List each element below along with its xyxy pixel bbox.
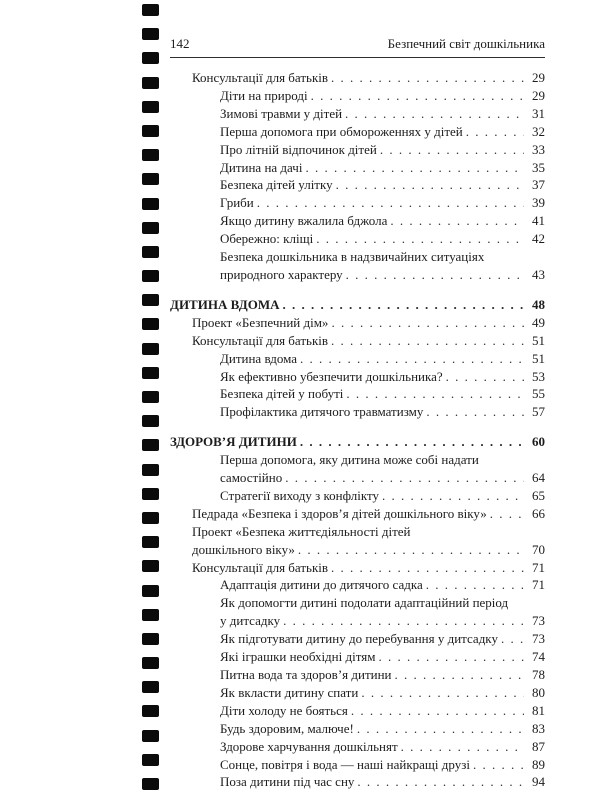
toc-row [170, 123, 545, 141]
toc-dot-leader [490, 505, 524, 523]
toc-dot-leader [331, 559, 524, 577]
binding-hole [142, 488, 159, 500]
toc-dot-leader [300, 433, 524, 451]
toc-page-number: 73 [532, 631, 545, 647]
toc-entry-text: Гриби [220, 195, 254, 211]
toc-dot-leader [298, 541, 524, 559]
toc-row [170, 720, 545, 738]
binding-hole [142, 367, 159, 379]
toc-row [170, 368, 545, 386]
toc-page-number: 65 [532, 487, 545, 503]
toc-entry-text: Якщо дитину вжалила бджола [220, 213, 388, 229]
toc-row [170, 403, 545, 421]
binding-hole [142, 343, 159, 355]
toc-entry-text: природного характеру [220, 266, 343, 282]
toc-row [170, 523, 545, 541]
binding-hole [142, 585, 159, 597]
toc-entry-text: Перша допомога, яку дитина може собі надати [220, 452, 479, 468]
binding-hole [142, 101, 159, 113]
toc-row [170, 738, 545, 756]
toc-row [170, 576, 545, 594]
toc-dot-leader [390, 212, 524, 230]
table-of-contents [170, 69, 545, 791]
toc-entry-text: Будь здоровим, малюче! [220, 720, 354, 736]
toc-entry-text: Як підготувати дитину до перебування у дитсадку [220, 631, 498, 647]
binding-hole [142, 536, 159, 548]
binding-hole [142, 705, 159, 717]
toc-entry-text: Діти холоду не бояться [220, 702, 348, 718]
binding-hole [142, 246, 159, 258]
toc-page-number: 71 [532, 577, 545, 593]
toc-row [170, 630, 545, 648]
toc-row [170, 141, 545, 159]
binding-hole [142, 730, 159, 742]
toc-dot-leader [401, 738, 524, 756]
toc-row [170, 230, 545, 248]
page-number: 142 [170, 36, 190, 51]
binding-hole [142, 173, 159, 185]
toc-entry-text: Поза дитини під час сну [220, 774, 355, 790]
toc-dot-leader [283, 612, 524, 630]
toc-entry-text: самостійно [220, 470, 283, 486]
toc-entry-text: Безпека дітей у побуті [220, 386, 344, 402]
binding-hole [142, 391, 159, 403]
binding-hole [142, 52, 159, 64]
toc-dot-leader [305, 159, 524, 177]
toc-entry-text: Діти на природі [220, 87, 308, 103]
toc-row [170, 666, 545, 684]
binding-hole [142, 77, 159, 89]
toc-entry-text: ЗДОРОВ’Я ДИТИНИ [170, 434, 297, 450]
toc-row [170, 559, 545, 577]
toc-row [170, 702, 545, 720]
toc-page-number: 83 [532, 720, 545, 736]
toc-row [170, 194, 545, 212]
toc-dot-leader [426, 403, 524, 421]
toc-dot-leader [346, 266, 524, 284]
toc-row [170, 176, 545, 194]
toc-entry-text: Педрада «Безпека і здоров’я дітей дошкільного віку» [192, 505, 487, 521]
binding-hole [142, 778, 159, 790]
toc-page-number: 48 [532, 296, 545, 312]
toc-entry-text: Безпека дошкільника в надзвичайних ситуаціях [220, 249, 485, 265]
toc-row [170, 266, 545, 284]
toc-dot-leader [382, 487, 524, 505]
binding-hole [142, 125, 159, 137]
binding-hole [142, 222, 159, 234]
toc-page-number: 49 [532, 314, 545, 330]
toc-entry-text: Здорове харчування дошкільнят [220, 738, 398, 754]
binding-hole [142, 512, 159, 524]
toc-entry-text: Як вкласти дитину спати [220, 684, 359, 700]
toc-row [170, 332, 545, 350]
toc-page-number: 81 [532, 702, 545, 718]
toc-dot-leader [331, 69, 524, 87]
toc-entry-text: у дитсадку [220, 613, 281, 629]
toc-page-number: 94 [532, 774, 545, 790]
toc-row [170, 385, 545, 403]
toc-dot-leader [346, 385, 524, 403]
toc-entry-text: Дитина вдома [220, 350, 298, 366]
toc-page-number: 80 [532, 684, 545, 700]
toc-dot-leader [501, 630, 524, 648]
page-header [170, 36, 545, 52]
toc-entry-text: Зимові травми у дітей [220, 105, 343, 121]
binding-hole [142, 28, 159, 40]
toc-page-number: 31 [532, 105, 545, 121]
toc-dot-leader [257, 194, 524, 212]
toc-page-number: 78 [532, 667, 545, 682]
toc-dot-leader [357, 720, 524, 738]
toc-dot-leader [331, 332, 524, 350]
toc-page-number: 87 [532, 738, 545, 754]
toc-dot-leader [331, 314, 524, 332]
toc-row [170, 451, 545, 469]
toc-entry-text: Проект «Безпека життєдіяльності дітей [192, 523, 411, 539]
toc-row [170, 541, 545, 559]
toc-dot-leader [426, 576, 524, 594]
toc-page-number: 51 [532, 350, 545, 366]
toc-dot-leader [285, 469, 524, 487]
binding-hole [142, 681, 159, 693]
running-title: Безпечний світ дошкільника [387, 36, 545, 51]
toc-page-number: 29 [532, 70, 545, 85]
toc-row [170, 487, 545, 505]
binding-hole [142, 439, 159, 451]
toc-dot-leader [336, 176, 524, 194]
toc-page-number: 43 [532, 266, 545, 282]
toc-row [170, 469, 545, 487]
toc-row [170, 314, 545, 332]
toc-page-number: 53 [532, 368, 545, 384]
toc-row [170, 433, 545, 451]
binding-hole [142, 198, 159, 210]
toc-row [170, 296, 545, 314]
toc-row [170, 69, 545, 87]
toc-page-number: 42 [532, 231, 545, 247]
binding-hole [142, 633, 159, 645]
binding-hole [142, 560, 159, 572]
toc-dot-leader [361, 684, 524, 702]
toc-row [170, 773, 545, 791]
toc-entry-text: Які іграшки необхідні дітям [220, 649, 376, 665]
binding-hole [142, 270, 159, 282]
toc-row [170, 87, 545, 105]
toc-entry-text: Консультації для батьків [192, 70, 329, 85]
toc-dot-leader [378, 648, 524, 666]
toc-row [170, 684, 545, 702]
toc-entry-text: дошкільного віку» [192, 541, 295, 557]
binding-hole [142, 149, 159, 161]
toc-dot-leader [473, 756, 524, 774]
toc-row [170, 505, 545, 523]
toc-page-number: 41 [532, 213, 545, 229]
header-rule [170, 57, 545, 58]
toc-entry-text: Обережно: кліщі [220, 231, 314, 247]
toc-dot-leader [446, 368, 524, 386]
toc-dot-leader [300, 350, 524, 368]
toc-dot-leader [395, 666, 524, 684]
toc-dot-leader [345, 105, 524, 123]
toc-page-number: 32 [532, 123, 545, 139]
binding-hole [142, 294, 159, 306]
toc-row [170, 612, 545, 630]
toc-page-number: 29 [532, 87, 545, 103]
toc-dot-leader [316, 230, 524, 248]
toc-dot-leader [466, 123, 524, 141]
toc-entry-text: Консультації для батьків [192, 332, 329, 348]
toc-entry-text: Як ефективно убезпечити дошкільника? [220, 368, 443, 384]
spiral-binding [142, 4, 159, 790]
toc-entry-text: Стратегії виходу з конфлікту [220, 487, 379, 503]
binding-hole [142, 318, 159, 330]
toc-page-number: 64 [532, 470, 545, 486]
binding-hole [142, 415, 159, 427]
toc-entry-text: Профілактика дитячого травматизму [220, 404, 424, 420]
toc-dot-leader [311, 87, 524, 105]
toc-page-number: 37 [532, 177, 545, 193]
toc-page-number: 60 [532, 434, 545, 450]
toc-entry-text: Консультації для батьків [192, 559, 329, 575]
toc-row [170, 350, 545, 368]
toc-row [170, 756, 545, 774]
toc-page-number: 33 [532, 141, 545, 157]
toc-dot-leader [282, 296, 524, 314]
toc-page-number: 57 [532, 404, 545, 420]
toc-entry-text: Перша допомога при обмороженнях у дітей [220, 123, 463, 139]
page-content [170, 0, 545, 791]
toc-page-number: 89 [532, 756, 545, 772]
toc-page-number: 66 [532, 505, 545, 521]
toc-row [170, 248, 545, 266]
toc-page-number: 39 [532, 195, 545, 211]
binding-hole [142, 609, 159, 621]
toc-dot-leader [351, 702, 524, 720]
toc-row [170, 212, 545, 230]
toc-entry-text: Проект «Безпечний дім» [192, 314, 329, 330]
toc-page-number: 71 [532, 559, 545, 575]
toc-dot-leader [380, 141, 524, 159]
toc-page-number: 73 [532, 613, 545, 629]
toc-entry-text: Питна вода та здоров’я дитини [220, 667, 392, 682]
toc-page-number: 35 [532, 159, 545, 175]
toc-row [170, 594, 545, 612]
toc-row [170, 105, 545, 123]
binding-hole [142, 657, 159, 669]
toc-entry-text: Адаптація дитини до дитячого садка [220, 577, 423, 593]
toc-row [170, 159, 545, 177]
toc-entry-text: Як допомогти дитині подолати адаптаційний період [220, 595, 509, 611]
toc-dot-leader [357, 773, 524, 791]
binding-hole [142, 464, 159, 476]
toc-row [170, 648, 545, 666]
toc-page-number: 74 [532, 649, 545, 665]
toc-entry-text: ДИТИНА ВДОМА [170, 296, 280, 312]
toc-page-number: 55 [532, 386, 545, 402]
toc-entry-text: Безпека дітей улітку [220, 177, 333, 193]
binding-hole [142, 4, 159, 16]
toc-entry-text: Сонце, повітря і вода — наші найкращі друзі [220, 756, 470, 772]
toc-page-number: 70 [532, 541, 545, 557]
toc-entry-text: Про літній відпочинок дітей [220, 141, 377, 157]
toc-entry-text: Дитина на дачі [220, 159, 303, 175]
binding-hole [142, 754, 159, 766]
toc-page-number: 51 [532, 332, 545, 348]
